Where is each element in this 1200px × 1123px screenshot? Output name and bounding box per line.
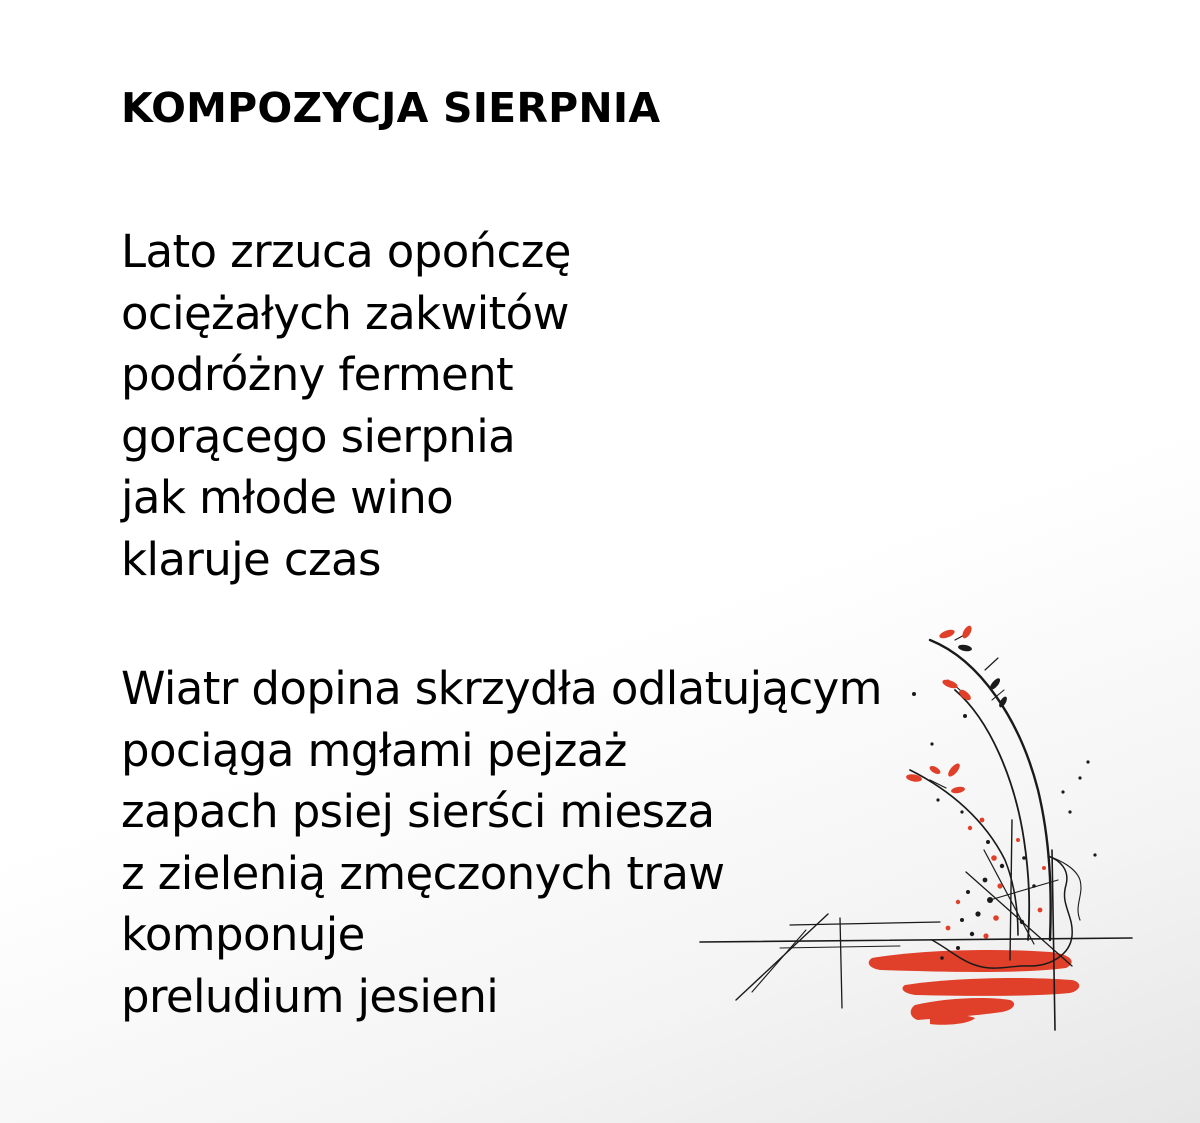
ink-dots <box>912 692 1097 960</box>
verse-line: ociężałych zakwitów <box>121 286 569 340</box>
verse-line: preludium jesieni <box>121 969 499 1023</box>
leaves <box>906 624 1009 794</box>
ink-branch-with-red-leaves-icon <box>690 610 1150 1040</box>
verse-line: pociąga mgłami pejzaż <box>121 723 627 777</box>
verse-line: zapach psiej sierści miesza <box>121 785 715 838</box>
verse-line: klaruje czas <box>121 532 381 586</box>
verse-line: Wiatr dopina skrzydła odlatującym <box>121 662 882 715</box>
verse-line: podróżny ferment <box>121 348 514 401</box>
poem-title: KOMPOZYCJA SIERPNIA <box>121 84 661 132</box>
red-brush-strokes <box>869 950 1080 1025</box>
verse-line: gorącego sierpnia <box>121 409 516 463</box>
verse-line: jak młode wino <box>121 471 454 524</box>
verse-line: Lato zrzuca opończę <box>121 225 571 278</box>
verse-line: komponuje <box>121 908 365 961</box>
stanza-1 <box>121 221 571 590</box>
verse-line: z zielenią zmęczonych traw <box>121 846 725 900</box>
